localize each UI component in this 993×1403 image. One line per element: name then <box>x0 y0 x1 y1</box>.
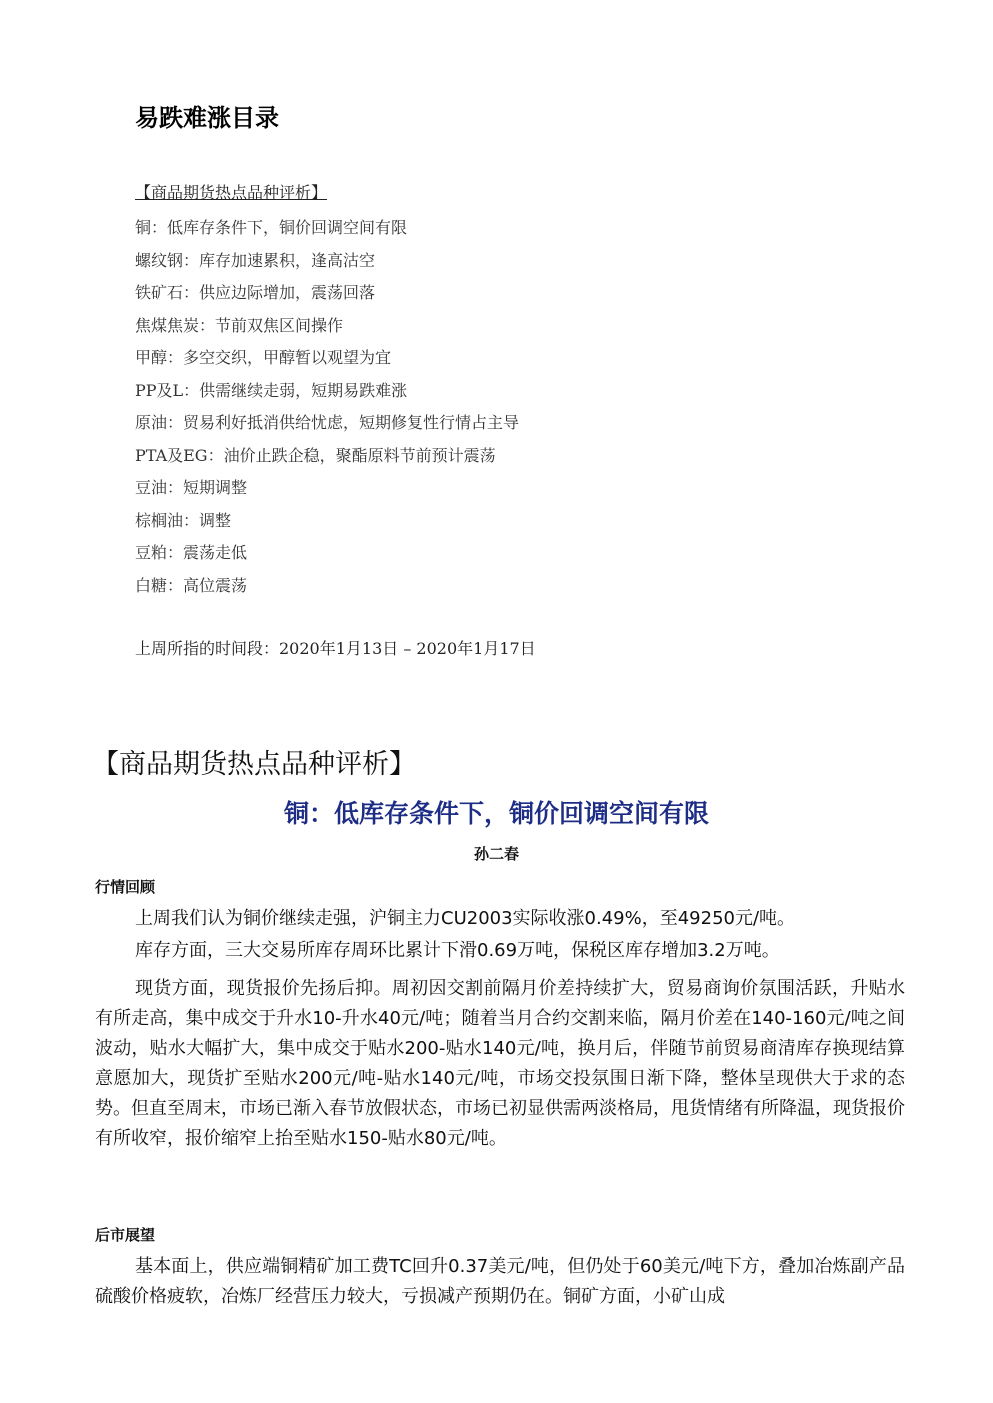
outlook-heading: 后市展望 <box>95 1226 156 1244</box>
toc-item[interactable]: 原油：贸易利好抵消供给忧虑，短期修复性行情占主导 <box>135 413 520 432</box>
review-paragraph: 上周我们认为铜价继续走强，沪铜主力CU2003实际收涨0.49%，至49250元/吨。 <box>135 908 796 929</box>
section-header: 【商品期货热点品种评析】 <box>92 749 416 780</box>
page-title: 易跌难涨目录 <box>135 104 279 132</box>
toc-item[interactable]: 铜：低库存条件下，铜价回调空间有限 <box>135 218 408 237</box>
toc-item[interactable]: 豆油：短期调整 <box>135 478 248 497</box>
period-note: 上周所指的时间段：2020年1月13日 – 2020年1月17日 <box>135 639 536 658</box>
review-paragraph: 库存方面，三大交易所库存周环比累计下滑0.69万吨，保税区库存增加3.2万吨。 <box>135 940 780 961</box>
toc-item[interactable]: 棕榈油：调整 <box>135 510 232 530</box>
table-of-contents <box>135 180 895 602</box>
toc-item[interactable]: 焦煤焦炭：节前双焦区间操作 <box>135 315 344 335</box>
article-author: 孙二春 <box>473 845 519 863</box>
toc-item[interactable]: 螺纹钢：库存加速累积，逢高沽空 <box>135 250 376 270</box>
toc-item[interactable]: 铁矿石：供应边际增加，震荡回落 <box>135 283 376 302</box>
toc-item[interactable]: PP及L：供需继续走弱，短期易跌难涨 <box>135 380 408 400</box>
toc-section-link[interactable]: 【商品期货热点品种评析】 <box>135 183 328 202</box>
review-heading: 行情回顾 <box>95 878 156 896</box>
review-paragraph: 现货方面，现货报价先扬后抑。周初因交割前隔月价差持续扩大，贸易商询价氛围活跃，升贴水有所走高，集中成交于升水10-升水40元/吨；随着当月合约交割来临，隔月价差在140-160元/吨之间波动，贴水大幅扩大，集中成交于贴水200-贴水140元/吨，换月后，伴随节前贸易商清库存换现结算意愿加大，现货扩至贴水200元/吨-贴水140元/吨，市场交投氛围日渐下降，整体呈现供大于求的态势。但直至周末，市场已渐入春节放假状态，市场已初显供需两淡格局，甩货情绪有所降温，现货报价有所收窄，报价缩窄上抬至贴水150-贴水80元/吨。 <box>95 978 905 1149</box>
toc-item[interactable]: 白糖：高位震荡 <box>135 575 248 595</box>
toc-item[interactable]: 豆粕：震荡走低 <box>135 543 248 562</box>
toc-item[interactable]: PTA及EG：油价止跌企稳，聚酯原料节前预计震荡 <box>135 445 496 465</box>
toc-item[interactable]: 甲醇：多空交织，甲醇暂以观望为宜 <box>135 348 392 367</box>
article-title: 铜：低库存条件下，铜价回调空间有限 <box>283 799 709 828</box>
outlook-paragraph: 基本面上，供应端铜精矿加工费TC回升0.37美元/吨，但仍处于60美元/吨下方，叠加冶炼副产品硫酸价格疲软，冶炼厂经营压力较大，亏损减产预期仍在。铜矿方面，小矿山成 <box>95 1256 905 1307</box>
